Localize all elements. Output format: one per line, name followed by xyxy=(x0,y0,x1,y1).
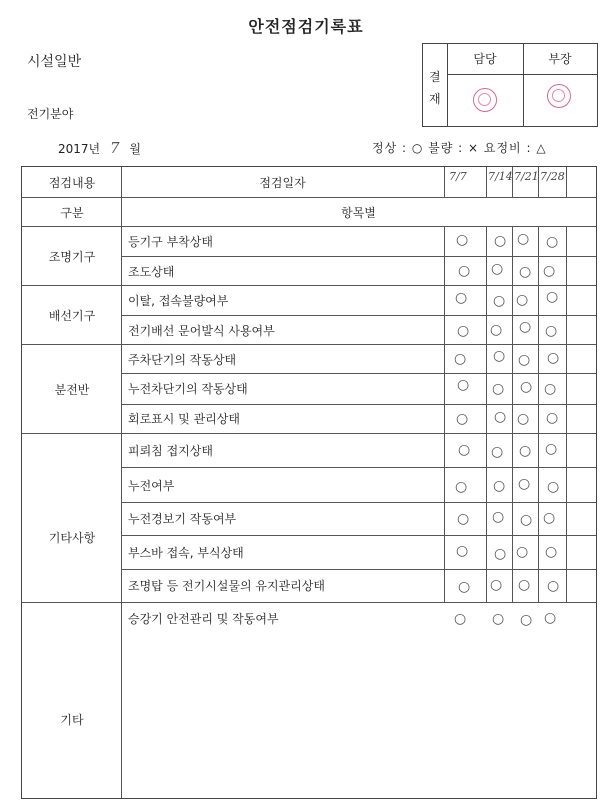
check-mark: ○ xyxy=(492,611,505,627)
check-mark: ○ xyxy=(547,578,560,594)
item-label: 조명탑 등 전기시설물의 유지관리상태 xyxy=(128,579,325,593)
check-mark: ○ xyxy=(490,322,503,338)
mark-legend: 정상 : ○ 불량 : × 요정비 : △ xyxy=(372,141,547,155)
item-label: 승강기 안전관리 및 작동여부 xyxy=(128,612,279,626)
check-mark: ○ xyxy=(518,577,531,593)
month-handwritten: 7 xyxy=(109,139,120,157)
check-mark: ○ xyxy=(520,612,533,628)
check-mark: ○ xyxy=(519,443,532,459)
year: 2017년 xyxy=(58,142,101,156)
check-mark: ○ xyxy=(490,577,503,593)
check-mark: ○ xyxy=(455,290,468,306)
check-mark: ○ xyxy=(491,444,504,460)
check-mark: ○ xyxy=(517,231,530,247)
check-mark: ○ xyxy=(493,478,506,494)
check-mark: ○ xyxy=(546,410,559,426)
header-per-item: 항목별 xyxy=(341,206,376,220)
date-3: 7/21 xyxy=(514,170,539,183)
staff-seal-stamp xyxy=(473,88,497,112)
field-label: 전기분야 xyxy=(27,107,74,121)
check-mark: ○ xyxy=(458,263,471,279)
check-mark: ○ xyxy=(457,323,470,339)
item-label: 회로표시 및 관리상태 xyxy=(128,412,240,426)
role-manager: 부장 xyxy=(523,44,597,75)
check-mark: ○ xyxy=(547,479,560,495)
check-mark: ○ xyxy=(493,348,506,364)
item-label: 부스바 접속, 부식상태 xyxy=(128,546,244,560)
header-content: 점검내용 xyxy=(48,176,96,190)
item-label: 누전차단기의 작동상태 xyxy=(128,382,248,396)
item-label: 전기배선 문어발식 사용여부 xyxy=(128,324,275,338)
check-mark: ○ xyxy=(492,381,505,397)
check-mark: ○ xyxy=(454,351,467,367)
check-mark: ○ xyxy=(545,323,558,339)
item-label: 이탈, 접속불량여부 xyxy=(128,294,229,308)
manager-seal-stamp xyxy=(547,84,571,108)
check-mark: ○ xyxy=(520,512,533,528)
check-mark: ○ xyxy=(458,442,471,458)
check-mark: ○ xyxy=(546,289,559,305)
check-mark: ○ xyxy=(456,411,469,427)
check-mark: ○ xyxy=(545,441,558,457)
approval-label-2: 재 xyxy=(429,92,441,106)
page-title: 안전점검기록표 xyxy=(248,17,364,36)
check-mark: ○ xyxy=(494,233,507,249)
category-lighting: 조명기구 xyxy=(48,250,96,264)
approval-box xyxy=(422,43,598,127)
approval-label-1: 결 xyxy=(429,70,441,84)
check-mark: ○ xyxy=(519,319,532,335)
category-panel: 분전반 xyxy=(54,383,90,397)
check-mark: ○ xyxy=(516,292,529,308)
check-mark: ○ xyxy=(457,511,470,527)
check-mark: ○ xyxy=(544,610,557,626)
date-1: 7/7 xyxy=(449,170,467,183)
approval-label xyxy=(423,44,448,126)
check-mark: ○ xyxy=(518,352,531,368)
staff-signature-cell xyxy=(447,74,524,126)
month-label: 월 xyxy=(129,142,141,156)
check-mark: ○ xyxy=(455,479,468,495)
category-misc: 기타사항 xyxy=(48,531,96,545)
check-mark: ○ xyxy=(517,411,530,427)
item-label: 누전경보기 작동여부 xyxy=(128,512,237,526)
category-other: 기타 xyxy=(60,713,84,727)
header-date-label: 점검일자 xyxy=(259,176,306,190)
check-mark: ○ xyxy=(457,377,470,393)
item-label: 조도상태 xyxy=(128,265,175,279)
facility-label: 시설일반 xyxy=(27,54,82,70)
item-label: 누전여부 xyxy=(128,479,175,493)
check-mark: ○ xyxy=(520,379,533,395)
check-mark: ○ xyxy=(494,546,507,562)
check-mark: ○ xyxy=(458,579,471,595)
check-mark: ○ xyxy=(456,232,469,248)
check-mark: ○ xyxy=(546,234,559,250)
check-mark: ○ xyxy=(516,544,529,560)
check-mark: ○ xyxy=(493,293,506,309)
check-mark: ○ xyxy=(491,261,504,277)
item-label: 피뢰침 접지상태 xyxy=(128,444,213,458)
check-mark: ○ xyxy=(492,509,505,525)
check-mark: ○ xyxy=(543,510,556,526)
check-mark: ○ xyxy=(494,409,507,425)
category-wiring: 배선기구 xyxy=(48,309,96,323)
item-label: 등기구 부착상태 xyxy=(128,235,213,249)
check-mark: ○ xyxy=(456,543,469,559)
date-2: 7/14 xyxy=(488,170,513,183)
check-mark: ○ xyxy=(518,476,531,492)
check-mark: ○ xyxy=(543,263,556,279)
item-label: 주차단기의 작동상태 xyxy=(128,353,237,367)
inspection-month xyxy=(58,139,141,157)
role-staff: 담당 xyxy=(447,44,524,75)
check-mark: ○ xyxy=(454,611,467,627)
check-mark: ○ xyxy=(545,544,558,560)
check-mark: ○ xyxy=(547,350,560,366)
inspection-table xyxy=(21,166,597,799)
manager-signature-cell xyxy=(523,74,597,126)
check-mark: ○ xyxy=(519,264,532,280)
date-4: 7/28 xyxy=(540,170,565,183)
check-mark: ○ xyxy=(544,381,557,397)
header-division: 구분 xyxy=(60,206,84,220)
